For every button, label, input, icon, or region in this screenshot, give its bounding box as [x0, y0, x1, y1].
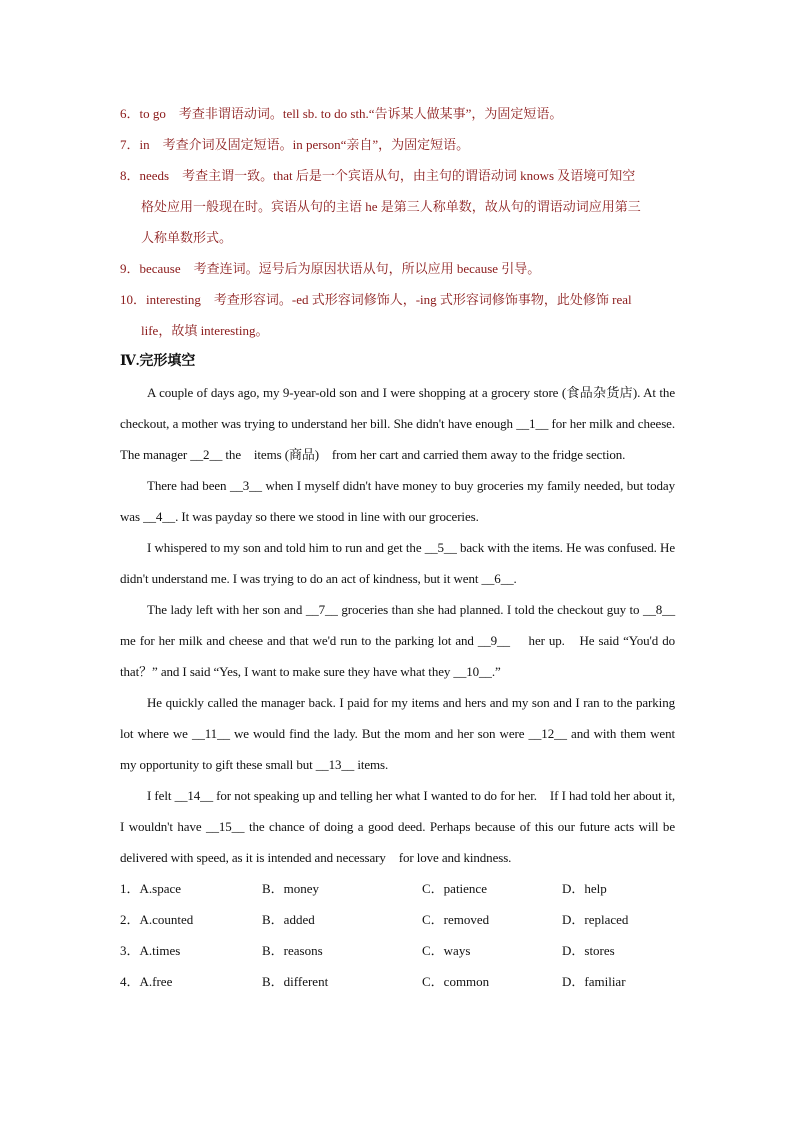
answer-10: 10．interesting 考查形容词。-ed 式形容词修饰人，-ing 式形容词修饰事物，此处修饰 real life，故填 interesting。: [120, 292, 632, 338]
document-page: [120, 98, 675, 997]
passage-paragraph: I whispered to my son and told him to run and get the __5__ back with the items. He was confused. He didn't understand me. I was trying to do an act of kindness, but it went __6__.: [120, 540, 675, 586]
question-3-options: [120, 935, 675, 966]
passage-paragraph: I felt __14__ for not speaking up and telling her what I wanted to do for her. If I had told her about it, I wouldn't have __15__ the chance of doing a good deed. Perhaps because of this our future acts will be delivered with speed, as it is intended and necessary for love and kindness.: [120, 788, 675, 865]
answer-6: 6．to go 考查非谓语动词。tell sb. to do sth.“告诉某人做某事”，为固定短语。: [120, 106, 563, 121]
option-c: C．ways: [422, 943, 471, 958]
passage-paragraph: He quickly called the manager back. I paid for my items and hers and my son and I ran to the parking lot where we __11__ we would find the lady. But the mom and her son were __12__ and with them went my opportunity to gift these small but __13__ items.: [120, 695, 675, 772]
option-a: 4．A.free: [120, 974, 173, 989]
answer-9: 9．because 考查连词。逗号后为原因状语从句，所以应用 because 引导。: [120, 261, 541, 276]
option-d: D．stores: [562, 943, 615, 958]
question-4-options: [120, 966, 675, 997]
option-a: 3．A.times: [120, 943, 181, 958]
cloze-passage: [120, 377, 675, 873]
answer-options: [120, 873, 675, 997]
passage-paragraph: The lady left with her son and __7__ groceries than she had planned. I told the checkout guy to __8__ me for her milk and cheese and that we'd run to the parking lot and __9__ her up. He said “You'd do that？” and I said “Yes, I want to make sure they have what they __10__.”: [120, 602, 675, 679]
option-b: B．added: [262, 912, 315, 927]
passage-paragraph: A couple of days ago, my 9-year-old son and I were shopping at a grocery store (食品杂货店). At the checkout, a mother was trying to understand her bill. She didn't have enough __1__ for her milk and cheese. The manager __2__ the items (商品) from her cart and carried them away to the fridge section.: [120, 385, 675, 462]
option-d: D．familiar: [562, 974, 626, 989]
option-a: 1．A.space: [120, 881, 182, 896]
option-b: B．different: [262, 974, 329, 989]
option-c: C．patience: [422, 881, 487, 896]
option-a: 2．A.counted: [120, 912, 194, 927]
option-b: B．reasons: [262, 943, 323, 958]
option-c: C．removed: [422, 912, 490, 927]
answer-7: 7．in 考查介词及固定短语。in person“亲自”，为固定短语。: [120, 137, 470, 152]
option-d: D．replaced: [562, 912, 629, 927]
option-b: B．money: [262, 881, 320, 896]
question-1-options: [120, 873, 675, 904]
option-c: C．common: [422, 974, 490, 989]
answer-explanations: [120, 98, 675, 346]
passage-paragraph: There had been __3__ when I myself didn't have money to buy groceries my family needed, but today was __4__. It was payday so there we stood in line with our groceries.: [120, 478, 675, 524]
question-2-options: [120, 904, 675, 935]
option-d: D．help: [562, 881, 607, 896]
section-title: Ⅳ.完形填空: [120, 354, 196, 369]
answer-8: 8．needs 考查主谓一致。that 后是一个宾语从句，由主句的谓语动词 knows 及语境可知空 格处应用一般现在时。宾语从句的主语 he 是第三人称单数，故从句的谓语动词应用第三 人称单数形式。: [120, 168, 641, 245]
